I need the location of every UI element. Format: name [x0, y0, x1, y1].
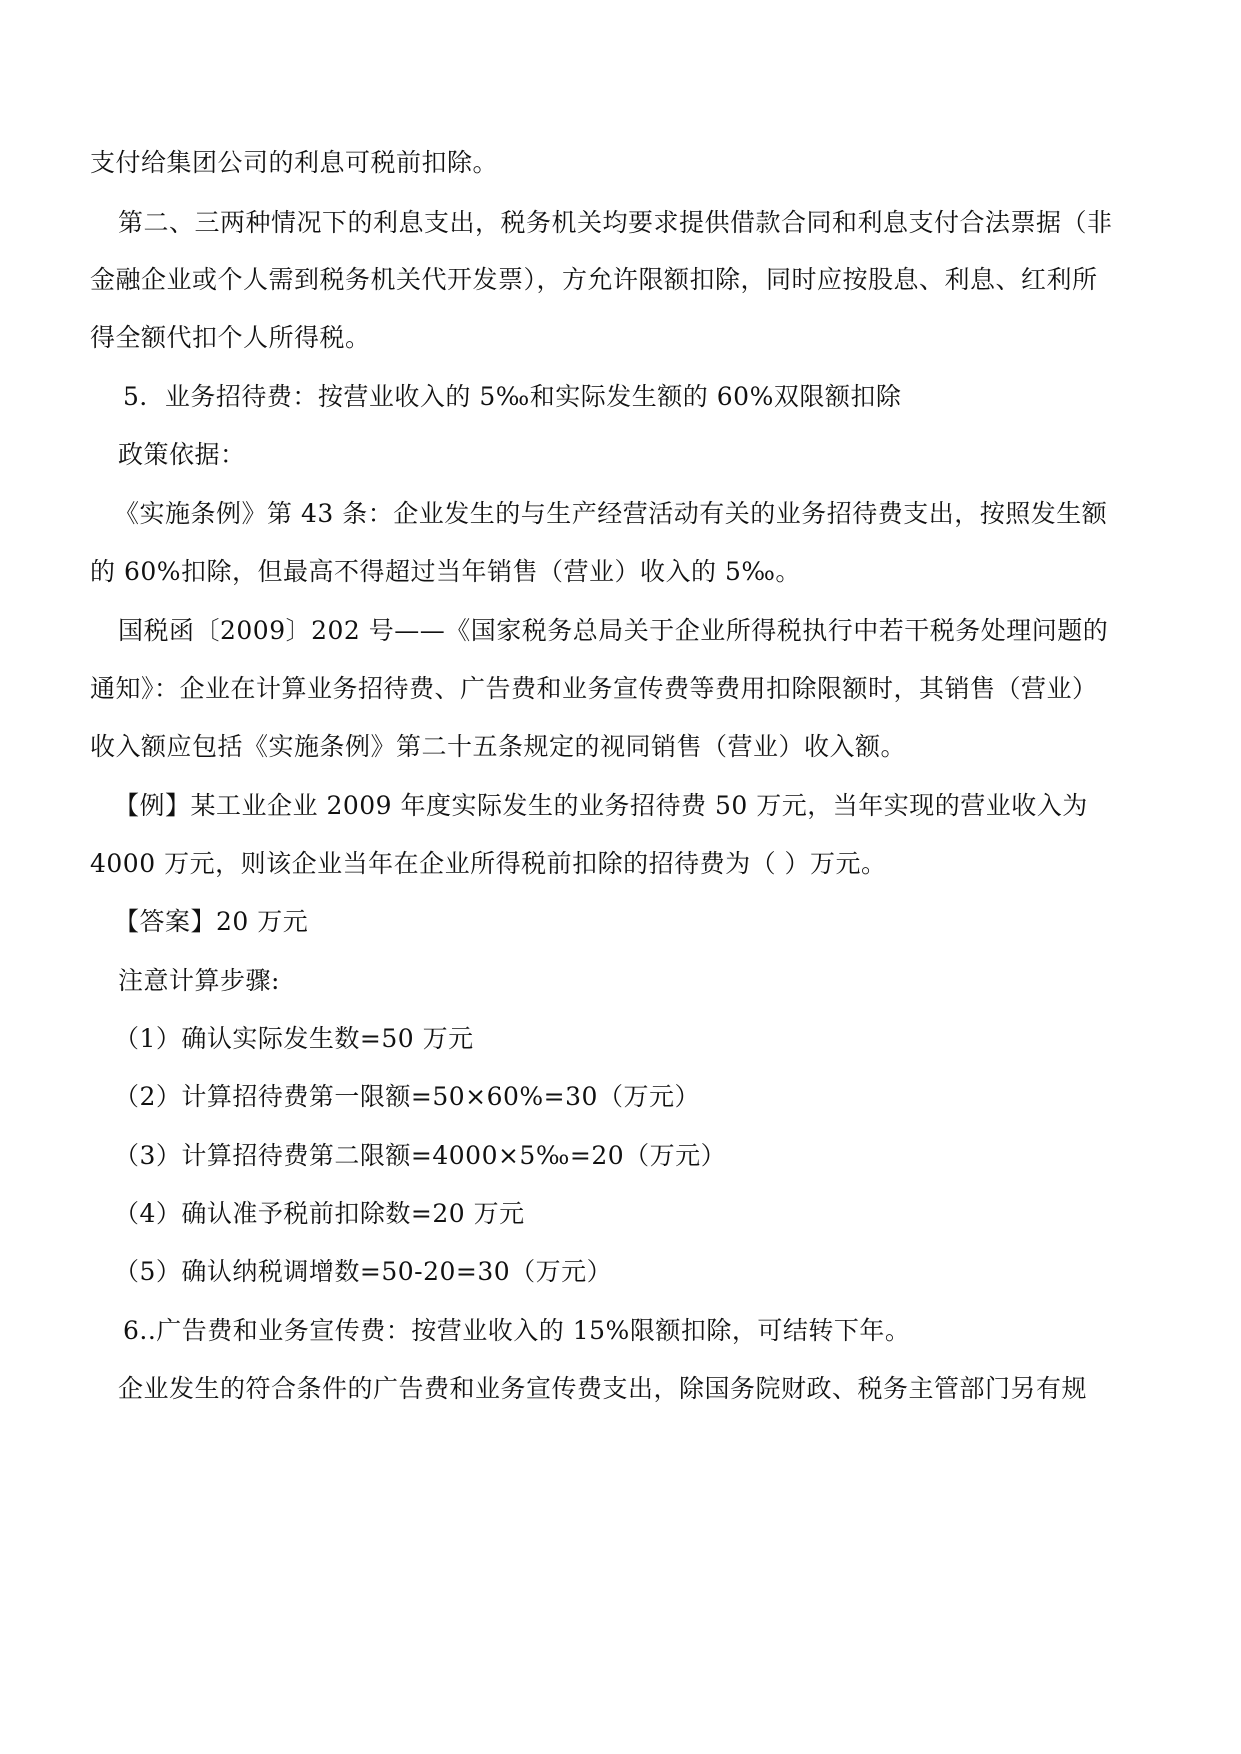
text-line: 政策依据：	[118, 440, 246, 469]
text-line: 通知》：企业在计算业务招待费、广告费和业务宣传费等费用扣除限额时，其销售（营业）	[90, 674, 1098, 703]
answer-line: 【答案】20 万元	[114, 907, 309, 936]
section-heading: 5．业务招待费：按营业收入的 5‰和实际发生额的 60%双限额扣除	[123, 382, 902, 411]
text-line: 《实施条例》第 43 条：企业发生的与生产经营活动有关的业务招待费支出，按照发生额	[114, 499, 1108, 528]
text-line: 支付给集团公司的利息可税前扣除。	[90, 148, 499, 177]
text-line: 金融企业或个人需到税务机关代开发票），方允许限额扣除，同时应按股息、利息、红利所	[90, 265, 1098, 294]
step-line: （3）计算招待费第二限额=4000×5‰=20（万元）	[114, 1141, 727, 1170]
text-line: 国税函〔2009〕202 号——《国家税务总局关于企业所得税执行中若干税务处理问题的	[118, 616, 1109, 645]
section-heading: 6..广告费和业务宣传费：按营业收入的 15%限额扣除，可结转下年。	[123, 1316, 911, 1345]
step-line: （2）计算招待费第一限额=50×60%=30（万元）	[114, 1082, 700, 1111]
text-line: 收入额应包括《实施条例》第二十五条规定的视同销售（营业）收入额。	[90, 732, 907, 761]
step-line: （5）确认纳税调增数=50-20=30（万元）	[114, 1257, 613, 1286]
text-line: 企业发生的符合条件的广告费和业务宣传费支出，除国务院财政、税务主管部门另有规	[118, 1374, 1088, 1403]
example-line: 4000 万元，则该企业当年在企业所得税前扣除的招待费为（ ）万元。	[90, 849, 887, 878]
step-line: （4）确认准予税前扣除数=20 万元	[114, 1199, 525, 1228]
text-line: 第二、三两种情况下的利息支出，税务机关均要求提供借款合同和利息支付合法票据（非	[118, 208, 1113, 237]
text-line: 得全额代扣个人所得税。	[90, 323, 371, 352]
text-line: 注意计算步骤:	[118, 966, 280, 995]
step-line: （1）确认实际发生数=50 万元	[114, 1024, 474, 1053]
example-line: 【例】某工业企业 2009 年度实际发生的业务招待费 50 万元，当年实现的营业收入为	[114, 791, 1088, 820]
text-line: 的 60%扣除，但最高不得超过当年销售（营业）收入的 5‰。	[90, 557, 801, 586]
